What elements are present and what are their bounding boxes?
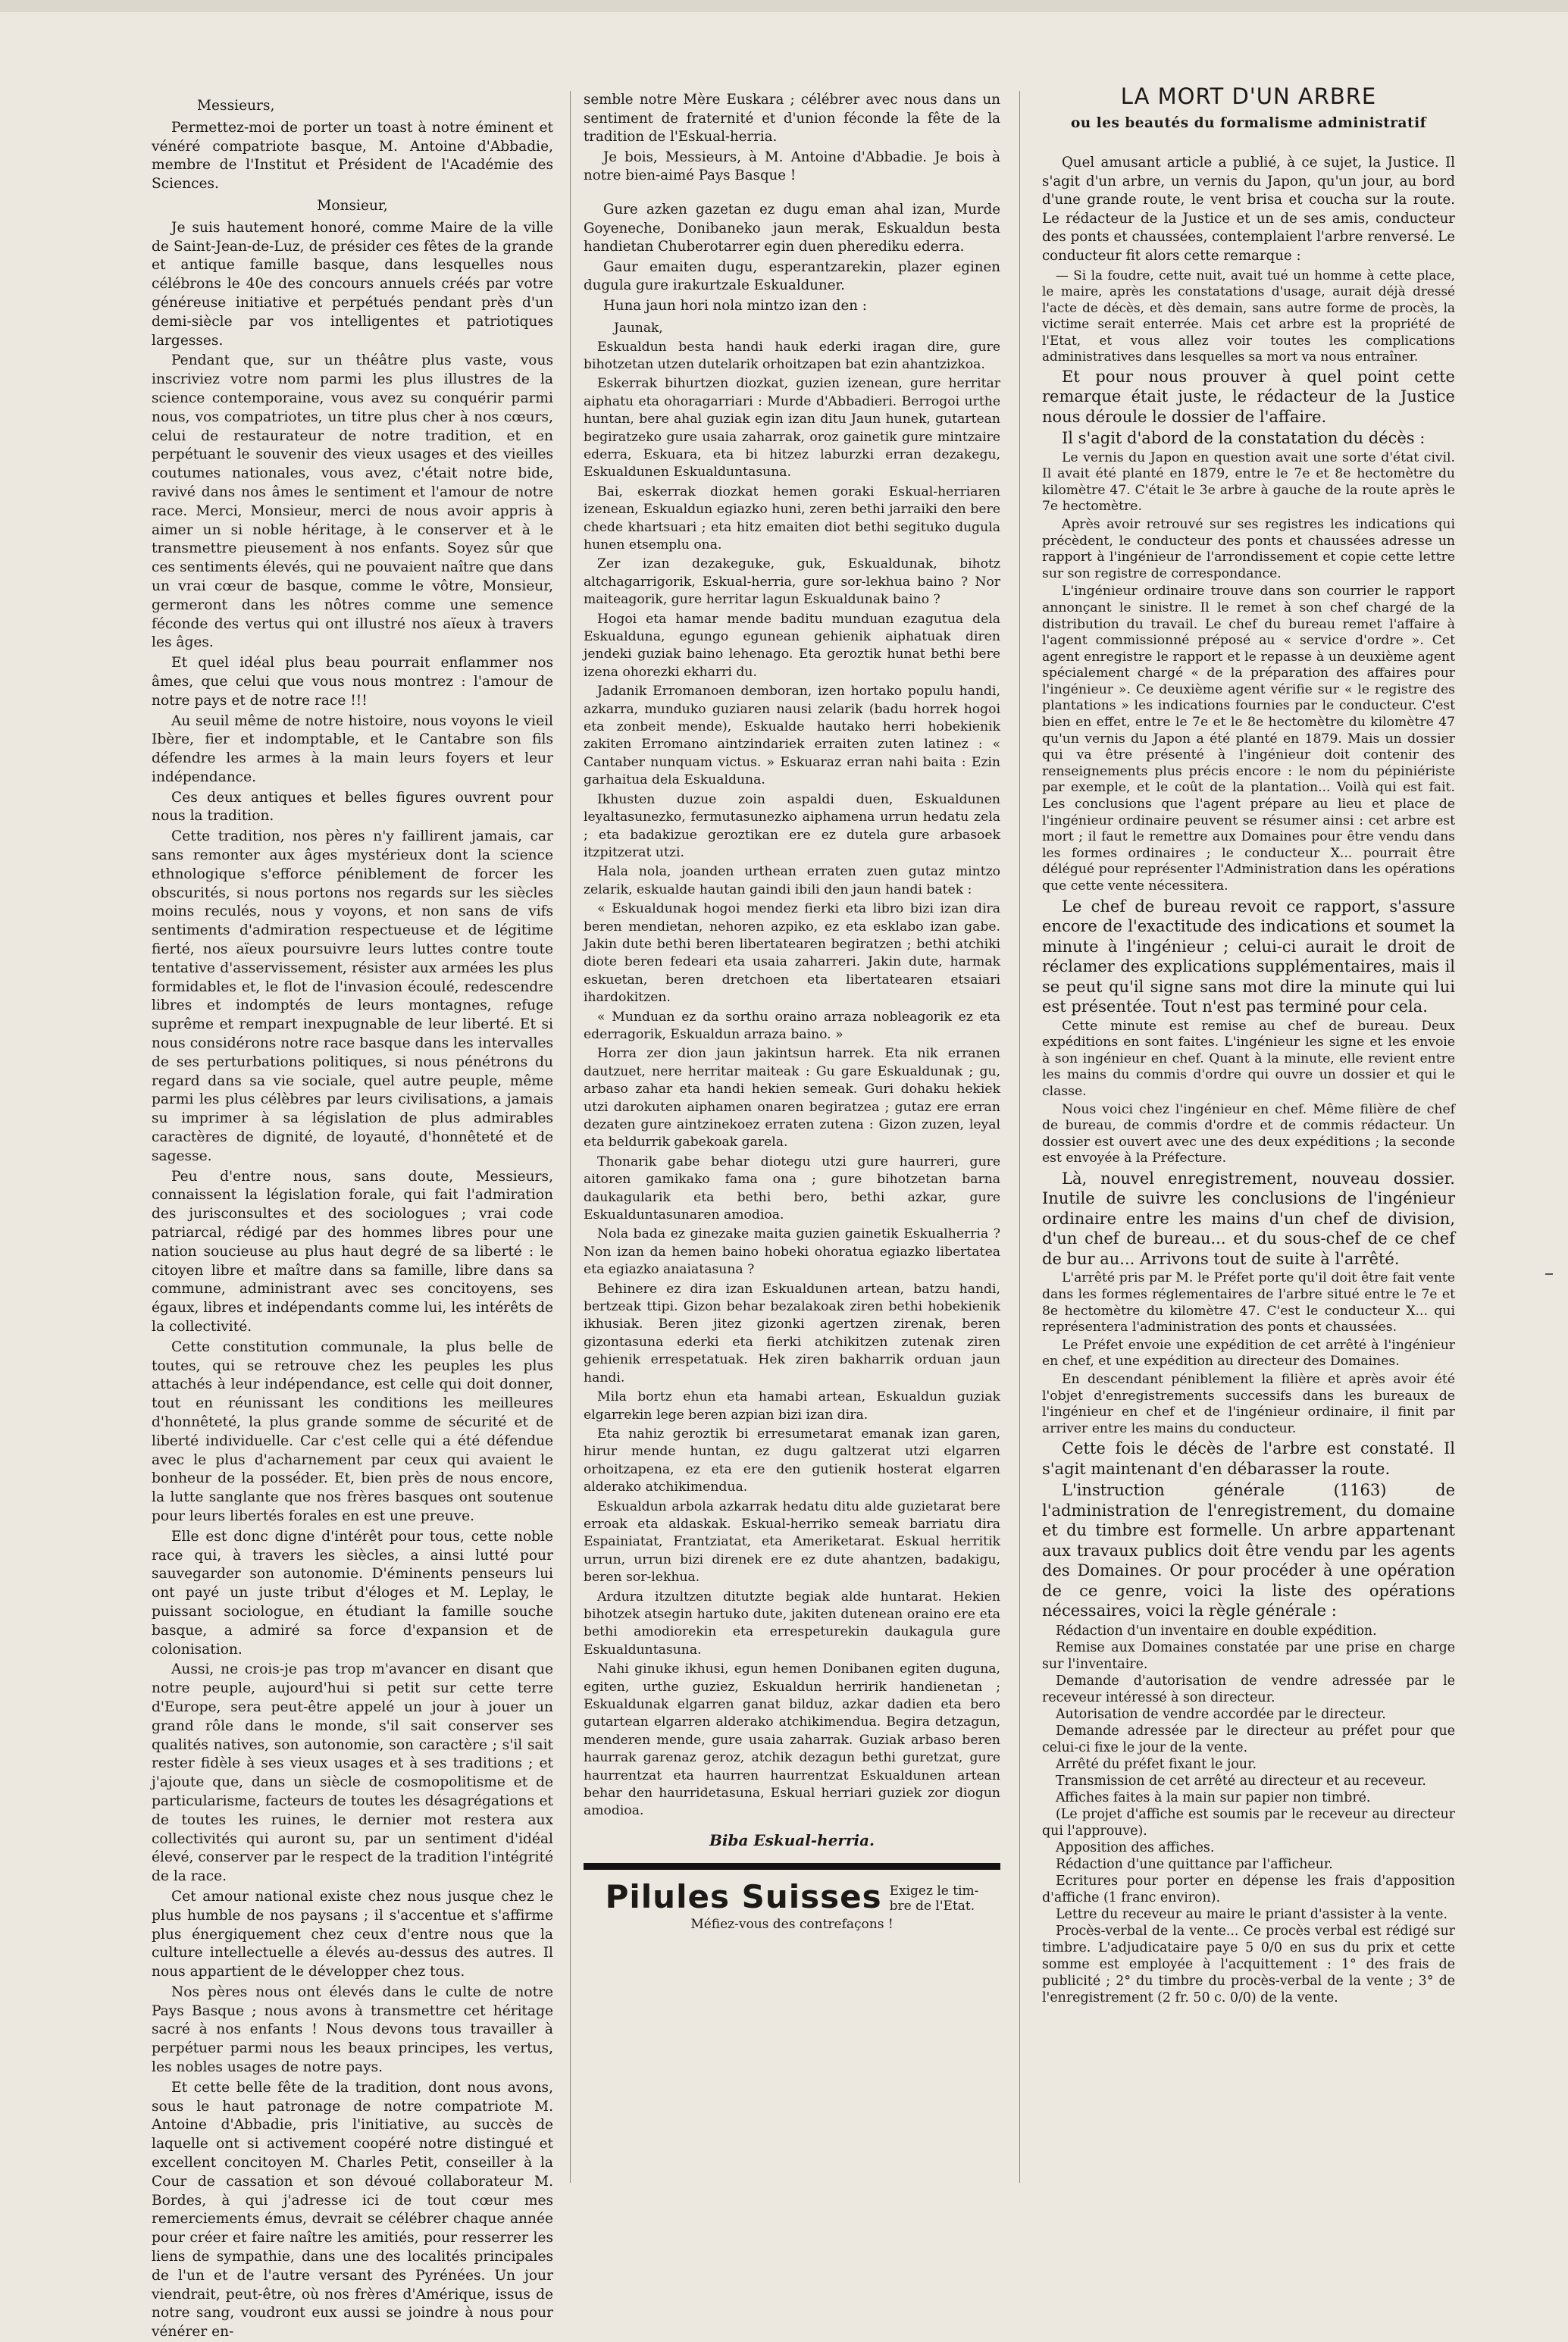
speech-paragraph: « Eskualdunak hogoi mendez fierki eta libro bizi izan dira beren mendietan, nehoren azpiko, ez eta esklabo izan gabe. Jakin dute bethi beren libertatearen begiratzen ; bethi atchiki diote beren fedeari eta usaia zaharreri. Jakin dute, harmak eskuetan, beren dretchoen eta libertatearen etsaiari ihardokitzen. (584, 901, 1000, 1006)
paragraph: Cette constitution communale, la plus belle de toutes, qui se retrouve chez les peuples les plus attachés à leur indépendance, est celle qui doit donner, tout en réunissant les conditions les meilleures d'honnêteté, la plus grande somme de sécurité et de liberté individuelle. Car c'est celle qui a été défendue avec le plus d'acharnement par ceux qui avaient le bonheur de la posséder. Et, bien près de nous encore, la lutte sanglante que nos frères basques ont soutenue pour leurs libertés forales en est une preuve. (152, 1339, 553, 1524)
procedure-item: Arrêté du préfet fixant le jour. (1056, 1756, 1257, 1772)
paragraph: L'instruction générale (1163) de l'administration de l'enregistrement, du domaine et du timbre est formelle. Un arbre appartenant aux travaux publics doit être vendu par les agents des Domaines. Or pour procéder à une opération de ce genre, voici la liste des opérations nécessaires, voici la règle générale : (1042, 1481, 1455, 1620)
speech-paragraph: Mila bortz ehun eta hamabi artean, Eskualdun guziak elgarrekin lege beren azpian bizi izan dira. (584, 1389, 1000, 1423)
speech-paragraph: Nola bada ez ginezake maita guzien gainetik Eskualherria ? Non izan da hemen baino hobeki ohoratua egiazko libertatea eta egiazko anaiatasuna ? (584, 1226, 1000, 1278)
article-subheadline: ou les beautés du formalisme administratif (1070, 115, 1427, 131)
paragraph: Le vernis du Japon en question avait une sorte d'état civil. Il avait été planté en 1879, entre le 7e et 8e hectomètre du kilomètre 47. C'était le 3e arbre à gauche de la route après le 7e hectomètre. (1042, 449, 1455, 515)
paragraph: Permettez-moi de porter un toast à notre éminent et vénéré compatriote basque, M. Antoine d'Abbadie, membre de l'Institut et Président de l'Académie des Sciences. (152, 119, 553, 193)
speech-paragraph: Zer izan dezakeguke, guk, Eskualdunak, bihotz altchagarrigorik, Eskual-herria, gure sor-lekhua baino ? Nor maiteagorik, gure herritar lagun Eskualdunak baino ? (584, 556, 1000, 608)
page-top-edge (0, 0, 1568, 12)
paragraph: semble notre Mère Euskara ; célébrer avec nous dans un sentiment de fraternité et d'union féconde la fête de la tradition de l'Eskual-herria. (584, 92, 1000, 146)
speech-paragraph: « Munduan ez da sorthu oraino arraza nobleagorik ez eta ederragorik, Eskualdun arraza baino. » (584, 1009, 1000, 1042)
column-right (1042, 83, 1455, 2255)
speech-paragraph: Eskualdun besta handi hauk ederki iragan dire, gure bihotzetan utzen dutelarik orhoitzapen bat ezin ahantzizkoa. (584, 339, 1000, 372)
speech-paragraph: Eta nahiz geroztik bi erresumetarat emanak izan garen, hirur mende huntan, ez dugu galtzerat utzi elgarren orhoitzapena, ez eta ere den gutienik hosterat elgarren alderako atchikimendua. (584, 1426, 1000, 1495)
procedure-item: Ecritures pour porter en dépense les frais d'apposition d'affiche (1 franc environ). (1042, 1873, 1455, 1905)
speech-paragraph: Nahi ginuke ikhusi, egun hemen Donibanen egiten duguna, egiten, urthe guziez, Eskualdun herririk handienetan ; Eskualdunak elgarren ganat bilduz, azkar dadien eta bero gutartean elgarren alderako atchikimendua. Begira detzagun, menderen mende, gure usaia zaharrak. Guziak arbaso beren haurrak garenaz geroz, atchik dezagun bethi guretzat, gure haurrentzat eta haurren haurrentzat Eskualdunen artean behar den haurridetasuna, Eskual herriari guziek zor diogun amodioa. (584, 1661, 1000, 1819)
speech-paragraph: Hogoi eta hamar mende baditu munduan ezagutua dela Eskualduna, egungo egunean gehienik aiphatuak diren jendeki guziak baino lehenago. Eta geroztik hunat bethi bere izena ohorezki ekharri du. (584, 611, 1000, 680)
procedure-item: Autorisation de vendre accordée par le directeur. (1056, 1706, 1386, 1722)
procedure-item: Demande adressée par le directeur au préfet pour que celui-ci fixe le jour de la vente. (1042, 1723, 1455, 1755)
paragraph: Huna jaun hori nola mintzo izan den : (603, 297, 867, 314)
procedure-item: Rédaction d'une quittance par l'afficheur. (1056, 1856, 1333, 1872)
procedure-item: Transmission de cet arrêté au directeur et au receveur. (1056, 1773, 1426, 1789)
paragraph: Je suis hautement honoré, comme Maire de la ville de Saint-Jean-de-Luz, de présider ces fêtes de la grande et antique famille basque, dans lesquelles nous célébrons le 40e des concours annuels créés par votre généreuse initiative et perpétués pendant près d'un demi-siècle par vos intelligentes et patriotiques largesses. (152, 219, 553, 349)
article-headline: LA MORT D'UN ARBRE (1120, 83, 1377, 109)
paragraph: Ces deux antiques et belles figures ouvrent pour nous la tradition. (152, 789, 553, 825)
paragraph: Quel amusant article a publié, à ce sujet, la Justice. Il s'agit d'un arbre, un vernis du Japon, qu'un jour, au bord d'une grande route, le vent brisa et coucha sur la route. Le rédacteur de la Justice et un de ses amis, conducteur des ponts et chaussées, contemplaient l'arbre renversé. Le conducteur fit alors cette remarque : (1042, 155, 1455, 264)
paragraph: Peu d'entre nous, sans doute, Messieurs, connaissent la législation forale, qui fait l'admiration des jurisconsultes et des sociologues ; vrai code patriarcal, rédigé par des hommes libres pour une nation soucieuse au plus haut degré de sa liberté : le citoyen libre et maître dans sa famille, libre dans sa commune, administrant avec ses concitoyens, ses égaux, libres et indépendants comme lui, les intérêts de la collectivité. (152, 1168, 553, 1335)
salutation-monsieur: Monsieur, (317, 197, 388, 214)
speech-paragraph: Thonarik gabe behar diotegu utzi gure haurreri, gure aitoren gamikako fama ona ; gure bihotzetan barna daukagularik eta bethi bero, bethi azkar, gure Eskualduntasunaren amodioa. (584, 1154, 1000, 1223)
paragraph: Je bois, Messieurs, à M. Antoine d'Abbadie. Je bois à notre bien-aimé Pays Basque ! (584, 149, 1000, 184)
speech-paragraph: Eskualdun arbola azkarrak hedatu ditu alde guzietarat bere erroak eta aldaskak. Eskual-herriko semeak barriatu dira Espainiatat, Frantziatat, eta Ameriketarat. Eskual herritik urrun, urrun bizi direnek ere ez dute ahantzen, badakigu, beren sor-lekhua. (584, 1498, 1000, 1586)
paragraph: Au seuil même de notre histoire, nous voyons le vieil Ibère, fier et indomptable, et le Cantabre son fils défendre les armes à la main leurs foyers et leur indépendance. (152, 712, 553, 785)
column-rule (570, 91, 571, 2183)
advert-note (890, 1883, 979, 1914)
procedure-list (1042, 1623, 1455, 2006)
speech-paragraph: Eskerrak bihurtzen diozkat, guzien izenean, gure herritar aiphatu eta ohoragarriari : Murde d'Abbadieri. Berrogoi urthe huntan, bere ahal guziak egin izan ditu Jaun hunek, gutartean begiratzeko gure usaia zaharrak, oroz gainetik gure mintzaire ederra, Eskuara, eta bi hitzez laburzki erran dezakegu, Eskualdunen Eskualduntasuna. (584, 376, 1000, 481)
advert-note-line: Exigez le tim- (889, 1883, 979, 1899)
margin-mark (1545, 1273, 1553, 1275)
paragraph: Après avoir retrouvé sur ses registres les indications qui précèdent, le conducteur des ponts et chaussées adresse un rapport à l'ingénieur de l'arrondissement et copie cette lettre sur son registre de correspondance. (1042, 516, 1455, 581)
procedure-item: Demande d'autorisation de vendre adressée par le receveur intéressé à son directeur. (1042, 1673, 1455, 1705)
paragraph: Pendant que, sur un théâtre plus vaste, vous inscriviez votre nom parmi les plus illustres de la science contemporaine, vous avez su conquérir parmi nous, vos compatriotes, un titre plus cher à nos cœurs, celui de restaurateur de notre tradition, et en perpétuant le souvenir des vieux usages et des vieilles coutumes nationales, vous avez, c'était notre bide, ravivé dans nos âmes le sentiment et l'amour de notre race. Merci, Monsieur, merci de nous avoir appris à aimer un si noble héritage, à le conserver et à le transmettre pieusement à nos enfants. Soyez sûr que ces sentiments élevés, qui ne pouvaient naître que dans un vrai cœur de basque, comme le vôtre, Monsieur, germeront dans les nôtres comme une semence féconde des vertus qui ont illustré nos aïeux à travers les âges. (152, 352, 553, 651)
advert-brand: Pilules Suisses (605, 1877, 882, 1915)
paragraph: Elle est donc digne d'intérêt pour tous, cette noble race qui, à travers les siècles, a ainsi lutté pour sauvegarder son autonomie. D'éminents penseurs lui ont payé un juste tribut d'éloges et M. Leplay, le puissant sociologue, en étudiant la famille souche basque, a admiré sa force d'expansion et de colonisation. (152, 1528, 553, 1658)
procedure-item: Remise aux Domaines constatée par une prise en charge sur l'inventaire. (1042, 1639, 1455, 1672)
paragraph: Aussi, ne crois-je pas trop m'avancer en disant que notre peuple, aujourd'hui si petit sur cette terre d'Europe, sera peut-être appelé un jour à jouer un grand rôle dans le monde, s'il sait conserver ses qualités natives, son autonomie, son caractère ; s'il sait rester fidèle à ses vieux usages et à ses traditions ; et j'ajoute que, dans un siècle de cosmopolitisme et de particularisme, facteurs de toutes les désagrégations et de toutes les ruines, le dernier mot restera aux collectivités qui auront su, par un sentiment d'idéal élevé, conserver par le respect de la tradition l'intégrité de la race. (152, 1661, 553, 1885)
speech-paragraph: Behinere ez dira izan Eskualdunen artean, batzu handi, bertzeak ttipi. Gizon behar bezalakoak ziren bethi hobekienik ikhusiak. Beren jitez gizonki agertzen zirenak, beren gizontasuna ederki eta fierki atchikitzen zutenak ziren gehienik errespetatuak. Hek ziren bakharrik orduan jaun handi. (584, 1281, 1000, 1385)
paragraph: Cette fois le décès de l'arbre est constaté. Il s'agit maintenant d'en débarasser la route. (1042, 1439, 1455, 1478)
paragraph: Et cette belle fête de la tradition, dont nous avons, sous le haut patronage de notre compatriote M. Antoine d'Abbadie, pris l'initiative, au succès de laquelle ont si activement coopéré notre distingué et excellent concitoyen M. Charles Petit, conseiller à la Cour de cassation et son dévoué collaborateur M. Bordes, à qui j'adresse ici de tout cœur mes remerciements émus, devrait se célébrer chaque année pour créer et faire naître les amitiés, pour resserrer les liens de sympathie, dans une des localités principales de l'un et de l'autre versant des Pyrénées. Un jour viendrait, peut-être, où nos frères d'Amérique, issus de notre sang, voudront eux aussi se joindre à nous pour vénérer en- (152, 2079, 553, 2340)
advert-note-line: bre de l'Etat. (889, 1898, 975, 1914)
paragraph: L'arrêté pris par M. le Préfet porte qu'il doit être fait vente dans les formes réglementaires de l'arbre situé entre le 7e et 8e hectomètre du kilomètre 47. C'est le conducteur X... qui représentera l'administration des ponts et chaussées. (1042, 1270, 1455, 1335)
salutation: Messieurs, (197, 98, 275, 114)
quoted-remark: — Si la foudre, cette nuit, avait tué un homme à cette place, le maire, après les constatations d'usage, aurait déjà dressé l'acte de décès, et dès demain, sans autre forme de procès, la victime serait enterrée. Mais cet arbre est la propriété de l'Etat, et vous allez voir toutes les complications administratives dans lesquelles sa mort va nous entraîner. (1042, 267, 1455, 365)
column-middle (584, 91, 1000, 2255)
paragraph: Gaur emaiten dugu, esperantzarekin, plazer eginen dugula gure irakurtzale Eskualduner. (584, 258, 1000, 294)
procedure-item: Procès-verbal de la vente... Ce procès verbal est rédigé sur timbre. L'adjudicataire paye 5 0/0 en sus du prix et cette somme est employée à l'acquittement : 1° des frais de publicité ; 2° du timbre du procès-verbal de la vente ; 3° de l'enregistrement (2 fr. 50 c. 0/0) de la vente. (1042, 1923, 1455, 2005)
paragraph: Nous voici chez l'ingénieur en chef. Même filière de chef de bureau, de commis d'ordre et de commis rédacteur. Un dossier est ouvert avec une des deux expéditions ; la seconde est envoyée à la Préfecture. (1042, 1101, 1455, 1166)
paragraph: L'ingénieur ordinaire trouve dans son courrier le rapport annonçant le sinistre. Il le remet à son chef chargé de la distribution du travail. Le chef du bureau remet l'affaire à l'agent commissionné préposé au « service d'ordre ». Cet agent enregistre le rapport et le repasse à un deuxième agent spécialement chargé « de la préparation des affaires pour l'ingénieur ». Ce deuxième agent vérifie sur « le registre des plantations » les indications fournies par le conducteur. C'est bien en effet, entre le 7e et le 8e hectomètre du kilomètre 47 qu'un vernis du Japon a été planté en 1879. Mais un dossier qui va être présenté à l'ingénieur doit contenir des renseignements plus précis encore : le nom du pépiniériste par exemple, et le coût de la plantation... Voilà qui est fait. Les conclusions que l'agent prépare au lieu et place de l'ingénieur ordinaire peuvent se résumer ainsi : cet arbre est mort ; il faut le remettre aux Domaines pour être vendu dans les formes ordinaires ; le conducteur X... pourrait être délégué pour représenter l'Administration dans les opérations que cette vente nécessitera. (1042, 584, 1455, 894)
address-jaunak: Jaunak, (614, 320, 663, 336)
procedure-item: (Le projet d'affiche est soumis par le receveur au directeur qui l'approuve). (1042, 1806, 1455, 1839)
speech-paragraph: Hala nola, joanden urthean erraten zuen gutaz mintzo zelarik, eskualde hautan gaindi ibili den jaun handi batek : (584, 864, 1000, 897)
speech-paragraph: Bai, eskerrak diozkat hemen goraki Eskual-herriaren izenean, Eskualdun egiazko huni, zeren bethi jarraiki den bere chede khartsuari ; eta hitz emaiten diot bethi segituko dugula hunen etsemplu ona. (584, 484, 1000, 553)
paragraph: Cette minute est remise au chef de bureau. Deux expéditions en sont faites. L'ingénieur les signe et les envoie à son ingénieur en chef. Quant à la minute, elle revient entre les mains du commis d'ordre qui ouvre un dossier et qui le classe. (1042, 1018, 1455, 1099)
procedure-item: Affiches faites à la main sur papier non timbré. (1056, 1789, 1371, 1805)
paragraph: Cette tradition, nos pères n'y faillirent jamais, car sans remonter aux âges mystérieux dont la science ethnologique s'efforce péniblement de forcer les obscurités, si nous portons nos regards sur les siècles moins reculés, nous y voyons, et non sans de vifs sentiments d'admiration respectueuse et de légitime fierté, nos aïeux poursuivre leurs luttes contre toute tentative d'asservissement, résister aux armées les plus formidables et, le flot de l'invasion écoulé, redescendre libres et indomptés de leurs montagnes, refuge suprême et rempart inexpugnable de leur liberté. Et si nous considérons notre race basque dans les intervalles de ses perturbations politiques, si nous pénétrons du regard dans sa vie sociale, quel autre peuple, même parmi les plus célèbres par leurs civilisations, a jamais su imprimer à sa législation de plus admirables caractères de dignité, de loyauté, d'honnêteté et de sagesse. (152, 828, 553, 1164)
column-rule (1019, 91, 1020, 2183)
paragraph: Et quel idéal plus beau pourrait enflammer nos âmes, que celui que vous nous montrez : l'amour de notre pays et de notre race !!! (152, 655, 553, 709)
spacer (584, 187, 1000, 201)
speech-paragraph: Ardura itzultzen ditutzte begiak alde huntarat. Hekien bihotzek atsegin hartuko dute, jakiten dutenean oraino ere eta bethi amodiorekin eta errespeturekin daukagula gure Eskualduntasuna. (584, 1589, 1000, 1658)
paragraph: Il s'agit d'abord de la constatation du décès : (1062, 429, 1426, 448)
paragraph: Le Préfet envoie une expédition de cet arrêté à l'ingénieur en chef, et une expédition au directeur des Domaines. (1042, 1337, 1455, 1370)
advert-warning: Méfiez-vous des contrefaçons ! (690, 1916, 894, 1932)
procedure-item: Rédaction d'un inventaire en double expédition. (1056, 1623, 1377, 1639)
paragraph: Cet amour national existe chez nous jusque chez le plus humble de nos paysans ; il s'accentue et s'affirme plus énergiquement chez ceux d'entre nous que la culture intellectuelle a élevés au-dessus des autres. Il nous appartient de le développer chez tous. (152, 1888, 553, 1980)
advert-rule (584, 1863, 1000, 1870)
paragraph: Gure azken gazetan ez dugu eman ahal izan, Murde Goyeneche, Donibaneko jaun merak, Eskualdun besta handietan Chuberotarrer egin duen pherediku ederra. (584, 201, 1000, 255)
advertisement (584, 1877, 1000, 1915)
column-left (152, 91, 553, 2340)
paragraph: Nos pères nous ont élevés dans le culte de notre Pays Basque ; nous avons à transmettre cet héritage sacré à nos enfants ! Nous devons tous travailler à perpétuer parmi nous les beaux principes, les vertus, les nobles usages de notre pays. (152, 1983, 553, 2076)
closing-cheer: Biba Eskual-herria. (709, 1830, 875, 1849)
speech-paragraph: Horra zer dion jaun jakintsun harrek. Eta nik erranen dautzuet, nere herritar maiteak : Gu gare Eskualdunak ; gu, arbaso zahar eta handi hekien semeak. Guri dohaku hekiek utzi darokuten aiphamen onaren begiratzea ; gutaz ere erran dezaten gure aintzinekoez erraten zutena : Gizon zuzen, leyal eta beldurrik gabekoak garela. (584, 1046, 1000, 1151)
procedure-item: Apposition des affiches. (1056, 1839, 1215, 1855)
speech-paragraph: Jadanik Erromanoen demboran, izen hortako populu handi, azkarra, munduko guziaren nausi zelarik (badu horrek hogoi eta zonbeit mende), Eskualde hautako herri hobekienik zakiten Erromano aintzindariek erraiten zuten latinez : « Cantaber nunquam victus. » Eskuaraz erran nahi baita : Ezin garhaitua dela Eskualduna. (584, 684, 1000, 788)
paragraph: Là, nouvel enregistrement, nouveau dossier. Inutile de suivre les conclusions de l'ingénieur ordinaire entre les mains d'un chef de division, d'un chef de bureau... et du sous-chef de ce chef de bur au... Arrivons tout de suite à l'arrêté. (1042, 1169, 1455, 1268)
procedure-item: Lettre du receveur au maire le priant d'assister à la vente. (1056, 1906, 1448, 1922)
paragraph: En descendant péniblement la filière et après avoir été l'objet d'enregistrements successifs dans les bureaux de l'ingénieur en chef et de l'ingénieur ordinaire, il finit par arriver entre les mains du conducteur. (1042, 1372, 1455, 1436)
paragraph: Et pour nous prouver à quel point cette remarque était juste, le rédacteur de la Justice nous déroule le dossier de l'affaire. (1042, 367, 1455, 426)
speech-paragraph: Ikhusten duzue zoin aspaldi duen, Eskualdunen leyaltasunezko, fermutasunezko aiphamena urrun hedatu zela ; eta badakizue geroztikan ere ez dutela gure arbasoek itzpitzerat utzi. (584, 791, 1000, 860)
paragraph: Le chef de bureau revoit ce rapport, s'assure encore de l'exactitude des indications et soumet la minute à l'ingénieur ; celui-ci aurait le droit de réclamer des explications supplémentaires, mais il se peut qu'il signe sans mot dire la minute qui lui est présentée. Tout n'est pas terminé pour cela. (1042, 897, 1455, 1016)
